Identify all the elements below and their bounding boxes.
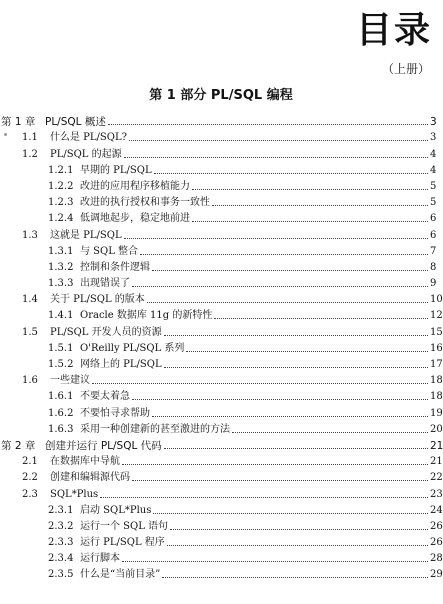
dot-leader — [167, 545, 428, 546]
toc-page-number: 7 — [430, 245, 437, 257]
toc-entry-number: 1.3 — [22, 229, 38, 241]
dot-leader — [170, 529, 428, 530]
toc-page-number: 8 — [430, 261, 437, 273]
toc-page-number: 18 — [430, 391, 443, 403]
dot-leader — [108, 124, 428, 125]
toc-entry-number: 2.3.1 — [48, 504, 74, 516]
toc-section-entry[interactable] — [0, 225, 442, 241]
toc-page-number: 23 — [430, 488, 443, 500]
dot-leader — [152, 270, 428, 271]
toc-entry-number: 1.2.3 — [48, 197, 74, 209]
dot-leader — [122, 561, 428, 562]
dot-leader — [232, 432, 428, 433]
toc-section-entry[interactable] — [0, 242, 442, 258]
toc-entry-title: 不要太着急 — [80, 391, 130, 403]
toc-section-entry[interactable] — [0, 209, 442, 225]
toc-section-entry[interactable] — [0, 128, 442, 144]
toc-page-number: 18 — [430, 375, 443, 387]
toc-entry-number: 1.3.2 — [48, 261, 74, 273]
toc-section-entry[interactable] — [0, 306, 442, 322]
toc-entry-number: 2.3.3 — [48, 537, 74, 549]
toc-entry-title: 什么是“当前目录” — [80, 569, 161, 581]
toc-page-number: 22 — [430, 472, 443, 484]
toc-entry-title: 这就是 PL/SQL — [50, 229, 122, 241]
toc-entry-title: 早期的 PL/SQL — [80, 164, 152, 176]
dot-leader — [186, 351, 428, 352]
toc-entry-title: 不要怕寻求帮助 — [80, 407, 150, 419]
toc-entry-number: 1.2 — [22, 148, 38, 160]
toc-page-number: 21 — [430, 439, 443, 452]
toc-entry-number: 1.1 — [22, 132, 38, 144]
toc-section-entry[interactable] — [0, 549, 442, 565]
toc-entry-number: 2.3 — [22, 488, 38, 500]
toc-entry-title: 低调地起步，稳定地前进 — [80, 213, 190, 225]
toc-entry-number: 1.3.3 — [48, 278, 74, 290]
dot-leader — [92, 383, 428, 384]
toc-page-number: 21 — [430, 456, 443, 468]
toc-page-number: 3 — [430, 116, 437, 129]
toc-entry-number: 2.3.4 — [48, 553, 74, 565]
toc-section-entry[interactable] — [0, 355, 442, 371]
toc-section-entry[interactable] — [0, 517, 442, 533]
toc-section-entry[interactable] — [0, 403, 442, 419]
dot-leader — [132, 480, 428, 481]
toc-page-number: 28 — [430, 553, 443, 565]
toc-entry-number: 第 2 章 — [1, 439, 36, 452]
toc-entry-title: 在数据库中导航 — [50, 456, 120, 468]
dot-leader — [153, 513, 428, 514]
toc-page-number: 29 — [430, 569, 443, 581]
toc-entry-title: 改进的应用程序移植能力 — [80, 180, 190, 192]
toc-section-entry[interactable] — [0, 565, 442, 581]
toc-section-entry[interactable] — [0, 371, 442, 387]
toc-section-entry[interactable] — [0, 468, 442, 484]
toc-section-entry[interactable] — [0, 258, 442, 274]
toc-page-number: 16 — [430, 342, 443, 354]
toc-entry-title: 控制和条件逻辑 — [80, 261, 150, 273]
toc-entry-title: 运行一个 SQL 语句 — [80, 520, 169, 532]
dot-leader — [100, 497, 428, 498]
toc-section-entry[interactable] — [0, 533, 442, 549]
dot-leader — [122, 464, 428, 465]
toc-section-entry[interactable] — [0, 144, 442, 160]
toc-entry-number: 2.3.2 — [48, 520, 74, 532]
toc-entry-title: 与 SQL 整合 — [80, 245, 139, 257]
toc-entry-title: PL/SQL 的起源 — [50, 148, 122, 160]
toc-page-number: 4 — [430, 148, 437, 160]
toc-entry-number: 1.2.1 — [48, 164, 74, 176]
toc-entry-number: 1.4 — [22, 294, 38, 306]
dot-leader — [192, 221, 428, 222]
toc-entry-title: O'Reilly PL/SQL 系列 — [80, 342, 185, 354]
toc-entry-title: 一些建议 — [50, 375, 90, 387]
toc-page-number: 12 — [430, 310, 443, 322]
dot-leader — [124, 238, 428, 239]
toc-section-entry[interactable] — [0, 501, 442, 517]
toc-page-number: 3 — [430, 132, 437, 144]
toc-entry-number: 1.2.4 — [48, 213, 74, 225]
dot-leader — [132, 286, 428, 287]
toc-entry-title: 什么是 PL/SQL? — [50, 132, 127, 144]
toc-page-number: 26 — [430, 520, 443, 532]
toc-entry-number: 1.5.2 — [48, 359, 74, 370]
toc-entry-title: Oracle 数据库 11g 的新特性 — [80, 310, 213, 322]
toc-entry-title: 运行 PL/SQL 程序 — [80, 537, 165, 549]
toc-entry-number: 1.5 — [22, 326, 38, 338]
toc-page-number: 26 — [430, 537, 443, 549]
volume-label: （上册） — [381, 62, 430, 76]
toc-entry-title: 运行脚本 — [80, 553, 120, 565]
toc-entry-number: 第 1 章 — [1, 116, 36, 129]
dot-leader — [152, 416, 428, 417]
toc-section-entry[interactable] — [0, 322, 442, 338]
toc-entry-title: SQL*Plus — [50, 488, 99, 500]
toc-page-number: 15 — [430, 326, 443, 338]
dot-leader — [154, 173, 428, 174]
toc-page-number: 20 — [430, 423, 443, 435]
toc-entry-number: 1.6.3 — [48, 423, 74, 435]
dot-leader — [164, 335, 428, 336]
toc-entry-title: 改进的执行授权和事务一致性 — [80, 197, 210, 209]
toc-entry-title: 采用一种创建新的甚至激进的方法 — [80, 423, 230, 435]
toc-entry-title: 创建并运行 PL/SQL 代码 — [45, 439, 162, 452]
dot-leader — [124, 157, 428, 158]
toc-page-number: 9 — [430, 278, 437, 290]
part-heading: 第 1 部分 PL/SQL 编程 — [149, 88, 293, 103]
toc-page-number: 10 — [430, 294, 443, 306]
toc-page-number: 5 — [430, 180, 437, 192]
toc-entry-title: 出现错误了 — [80, 278, 130, 290]
dot-leader — [214, 318, 428, 319]
toc-section-entry[interactable] — [0, 161, 442, 177]
toc-section-entry[interactable] — [0, 420, 442, 436]
toc-entry-title: PL/SQL 开发人员的资源 — [50, 326, 162, 338]
toc-section-entry[interactable] — [0, 274, 442, 290]
toc-section-entry[interactable] — [0, 290, 442, 306]
dot-leader — [129, 140, 428, 141]
dot-leader — [164, 448, 428, 449]
dot-leader — [140, 254, 428, 255]
toc-entry-number: 1.4.1 — [48, 310, 74, 322]
dot-leader — [192, 189, 428, 190]
toc-page-number: 4 — [430, 164, 437, 176]
toc-section-entry[interactable] — [0, 177, 442, 193]
toc-page-number: 6 — [430, 213, 437, 225]
toc-page-number: 5 — [430, 197, 437, 209]
toc-entry-number: 2.3.5 — [48, 569, 74, 581]
toc-entry-title: 关于 PL/SQL 的版本 — [50, 294, 145, 306]
dot-leader — [162, 577, 428, 578]
toc-chapter-entry[interactable] — [0, 436, 442, 452]
toc-entry-title: PL/SQL 概述 — [45, 116, 106, 129]
toc-entry-number: 1.2.2 — [48, 180, 74, 192]
toc-section-entry[interactable] — [0, 387, 442, 403]
toc-entry-title: 创建和编辑源代码 — [50, 472, 130, 484]
toc-page-number: 6 — [430, 229, 437, 241]
toc-entry-title: 启动 SQL*Plus — [80, 504, 152, 516]
dot-leader — [132, 399, 428, 400]
dot-leader — [212, 205, 428, 206]
toc-section-entry[interactable] — [0, 193, 442, 209]
toc-section-entry[interactable] — [0, 339, 442, 355]
toc-entry-number: 1.3.1 — [48, 245, 74, 257]
toc-section-entry[interactable] — [0, 484, 442, 500]
toc-page-number: 24 — [430, 504, 443, 516]
toc-chapter-entry[interactable] — [0, 112, 442, 128]
toc-entry-number: 1.6.2 — [48, 407, 74, 419]
toc-page-number: 17 — [430, 359, 443, 370]
toc-entry-number: 2.2 — [22, 472, 38, 484]
dot-leader — [147, 302, 428, 303]
toc-entry-number: 1.5.1 — [48, 342, 74, 354]
toc-entry-number: 1.6.1 — [48, 391, 74, 403]
toc-entry-number: 2.1 — [22, 456, 38, 468]
table-of-contents — [0, 112, 442, 581]
dot-leader — [164, 367, 428, 368]
page-title: 目录 — [355, 10, 432, 51]
toc-entry-number: 1.6 — [22, 375, 38, 387]
toc-page-number: 19 — [430, 407, 443, 419]
toc-section-entry[interactable] — [0, 452, 442, 468]
toc-entry-title: 网络上的 PL/SQL — [80, 359, 162, 370]
